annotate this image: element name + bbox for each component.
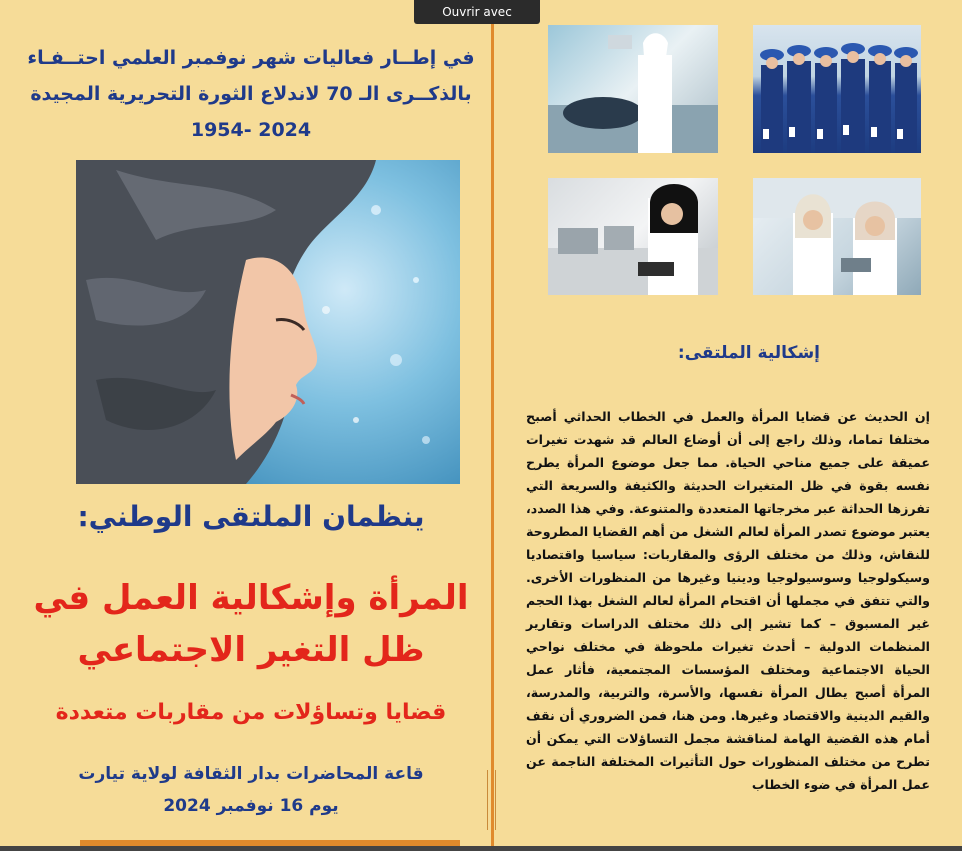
intro-text (20, 40, 482, 148)
venue-line: قاعة المحاضرات بدار الثقافة لولاية تيارت (78, 764, 424, 784)
intro-line-2: بالذكــرى الـ 70 لاندلاع الثورة التحريرية المجيدة (30, 83, 472, 105)
open-with-tooltip[interactable]: Ouvrir avec (414, 0, 540, 24)
intro-line-1: في إطــار فعاليات شهر نوفمبر العلمي احتــفـاء (27, 47, 475, 69)
photo-lab-workers (753, 178, 921, 295)
column-divider-thin-right (495, 770, 496, 830)
section-title: إشكالية الملتقى: (677, 343, 820, 363)
photo-policewomen (753, 25, 921, 153)
column-divider (491, 0, 494, 851)
event-title-line-2: ظل التغير الاجتماعي (77, 630, 425, 670)
photo-sewing-workshop (548, 178, 718, 295)
hero-illustration-woman-hijab (76, 160, 460, 484)
event-title-line-1: المرأة وإشكالية العمل في (33, 578, 469, 618)
organizers-heading: ينظمان الملتقى الوطني: (77, 500, 425, 533)
body-text: إن الحديث عن قضايا المرأة والعمل في الخطاب الحداثي أصبح مختلفا تماما، وذلك راجع إلى أن أوضاع العالم قد شهدت تغيرات عميقة على جميع مناحي الحياة. مما جعل موضوع المرأة يطرح نفسه بقوة في ظل المتغيرات الحديثة والكثيفة والسريعة التي تفرزها الحداثة عبر مخرجاتها المتعددة والمتنوعة. وفي هذا الصدد، يعتبر موضوع تصدر المرأة لعالم الشغل من أهم القضايا المطروحة للنقاش، وذلك من مختلف الرؤى والمقاربات: سياسيا واقتصاديا وسيكولوجيا وسوسيولوجيا ودينيا وغيرها من المنظورات الأخرى. والتي تتفق في مجملها أن اقتحام المرأة لعالم الشغل بهذا الحجم غير المسبوق – كما تشير إلى ذلك مختلف الدراسات وتقارير المنظمات الدولية – أحدث تغيرات ملحوظة في مختلف نواحي الحياة الاجتماعية ومختلف المؤسسات المجتمعية، فأثار عمل المرأة أصبح يطال المرأة نفسها، والأسرة، والتربية، والمدرسة، والقيم الدينية والاقتصاد وغيرها. ومن هنا، فمن الضروري أن نقف أمام هذه القضية الهامة لمناقشة مجمل التساؤلات التي يمكن أن تطرح من مختلف المنظورات حول التأثيرات المختلفة الناجمة عن عمل المرأة في ضوء الخطاب (526, 409, 930, 792)
event-subtitle: قضايا وتساؤلات من مقاربات متعددة (55, 700, 447, 725)
column-divider-thin-left (487, 770, 488, 830)
intro-line-3: 1954- 2024 (190, 119, 312, 141)
venue-info (20, 758, 482, 822)
date-line: يوم 16 نوفمبر 2024 (163, 796, 339, 816)
event-title (20, 572, 482, 676)
photo-dentist (548, 25, 718, 153)
viewer-bottom-edge (0, 846, 962, 851)
